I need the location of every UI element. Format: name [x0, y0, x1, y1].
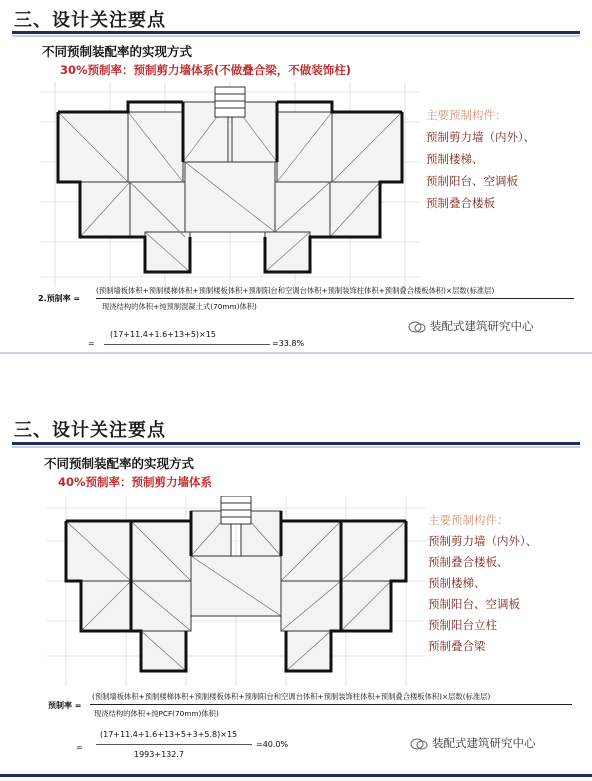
wechat-icon — [410, 738, 428, 750]
fraction-line — [96, 298, 574, 299]
component-item: 预制阳台立柱 — [428, 618, 497, 632]
calc-numerator: (17+11.4+1.6+13+5)×15 — [110, 330, 216, 339]
wechat-icon — [408, 321, 426, 333]
calc-numerator: (17+11.4+1.6+13+5+3+5.8)×15 — [100, 730, 238, 739]
slide-gap — [0, 362, 592, 404]
component-item: 预制阳台、空调板 — [426, 174, 518, 188]
calc-fraction-line — [104, 344, 270, 345]
formula-label: 预制率 = — [48, 701, 82, 710]
component-item: 预制叠合梁 — [428, 639, 486, 653]
component-item: 预制阳台、空调板 — [428, 597, 520, 611]
section-subtitle: 不同预制装配率的实现方式 — [42, 44, 193, 59]
title-underline — [12, 442, 580, 445]
floor-plan-drawing — [46, 496, 426, 686]
formula-numerator: (预制墙板体积+预制楼梯体积+预制楼板体积+预制阳台和空调台体积+预制装饰柱体积+预制叠合楼板体积)×层数(标准层) — [92, 692, 491, 701]
calc-denominator: 1993+132.7 — [134, 750, 184, 759]
calc-result: =33.8% — [272, 339, 305, 348]
slide-title: 三、设计关注要点 — [14, 420, 166, 441]
watermark — [408, 318, 534, 334]
rate-label: 40%预制率：预制剪力墙体系 — [58, 475, 213, 489]
title-underline — [12, 31, 580, 34]
formula-numerator: (预制墙板体积+预制楼梯体积+预制楼板体积+预制阳台和空调台体积+预制装饰柱体积+预制叠合楼板体积)×层数(标准层) — [96, 286, 495, 295]
calc-fraction-line — [96, 744, 252, 745]
component-list-header: 主要预制构件： — [426, 108, 507, 122]
slide-40-percent — [0, 404, 592, 781]
slide-bottom-rule — [0, 774, 592, 777]
component-item: 预制剪力墙（内外）、 — [426, 130, 536, 144]
formula-denominator: 现浇结构的体积+纯PCF(70mm)体积) — [94, 709, 219, 718]
watermark-text: 装配式建筑研究中心 — [430, 319, 534, 333]
component-item: 预制楼梯、 — [426, 152, 484, 166]
slide-bottom-rule — [0, 352, 592, 354]
fraction-line — [90, 704, 572, 705]
rate-label: 30%预制率：预制剪力墙体系(不做叠合梁，不做装饰柱) — [60, 63, 352, 77]
formula-label: 2.预制率 = — [38, 294, 81, 303]
component-list — [426, 104, 535, 214]
watermark — [410, 735, 536, 751]
component-list — [428, 510, 537, 657]
watermark-text: 装配式建筑研究中心 — [432, 736, 536, 750]
component-item: 预制叠合楼板 — [426, 196, 495, 210]
floor-plan-drawing — [40, 82, 420, 287]
component-list-header: 主要预制构件： — [428, 513, 509, 527]
title-underline-light — [12, 446, 580, 448]
component-item: 预制楼梯、 — [428, 576, 486, 590]
equals-sign: = — [76, 743, 83, 752]
slide-30-percent — [0, 0, 592, 362]
calc-result: =40.0% — [256, 740, 289, 749]
component-item: 预制剪力墙（内外）、 — [428, 534, 538, 548]
formula-denominator: 现浇结构的体积+纯预制混凝土式(70mm)体积) — [102, 302, 257, 311]
section-subtitle: 不同预制装配率的实现方式 — [44, 456, 195, 471]
component-item: 预制叠合楼板、 — [428, 555, 509, 569]
title-underline-light — [12, 35, 580, 37]
equals-sign: = — [88, 339, 95, 348]
slide-title: 三、设计关注要点 — [14, 10, 166, 31]
